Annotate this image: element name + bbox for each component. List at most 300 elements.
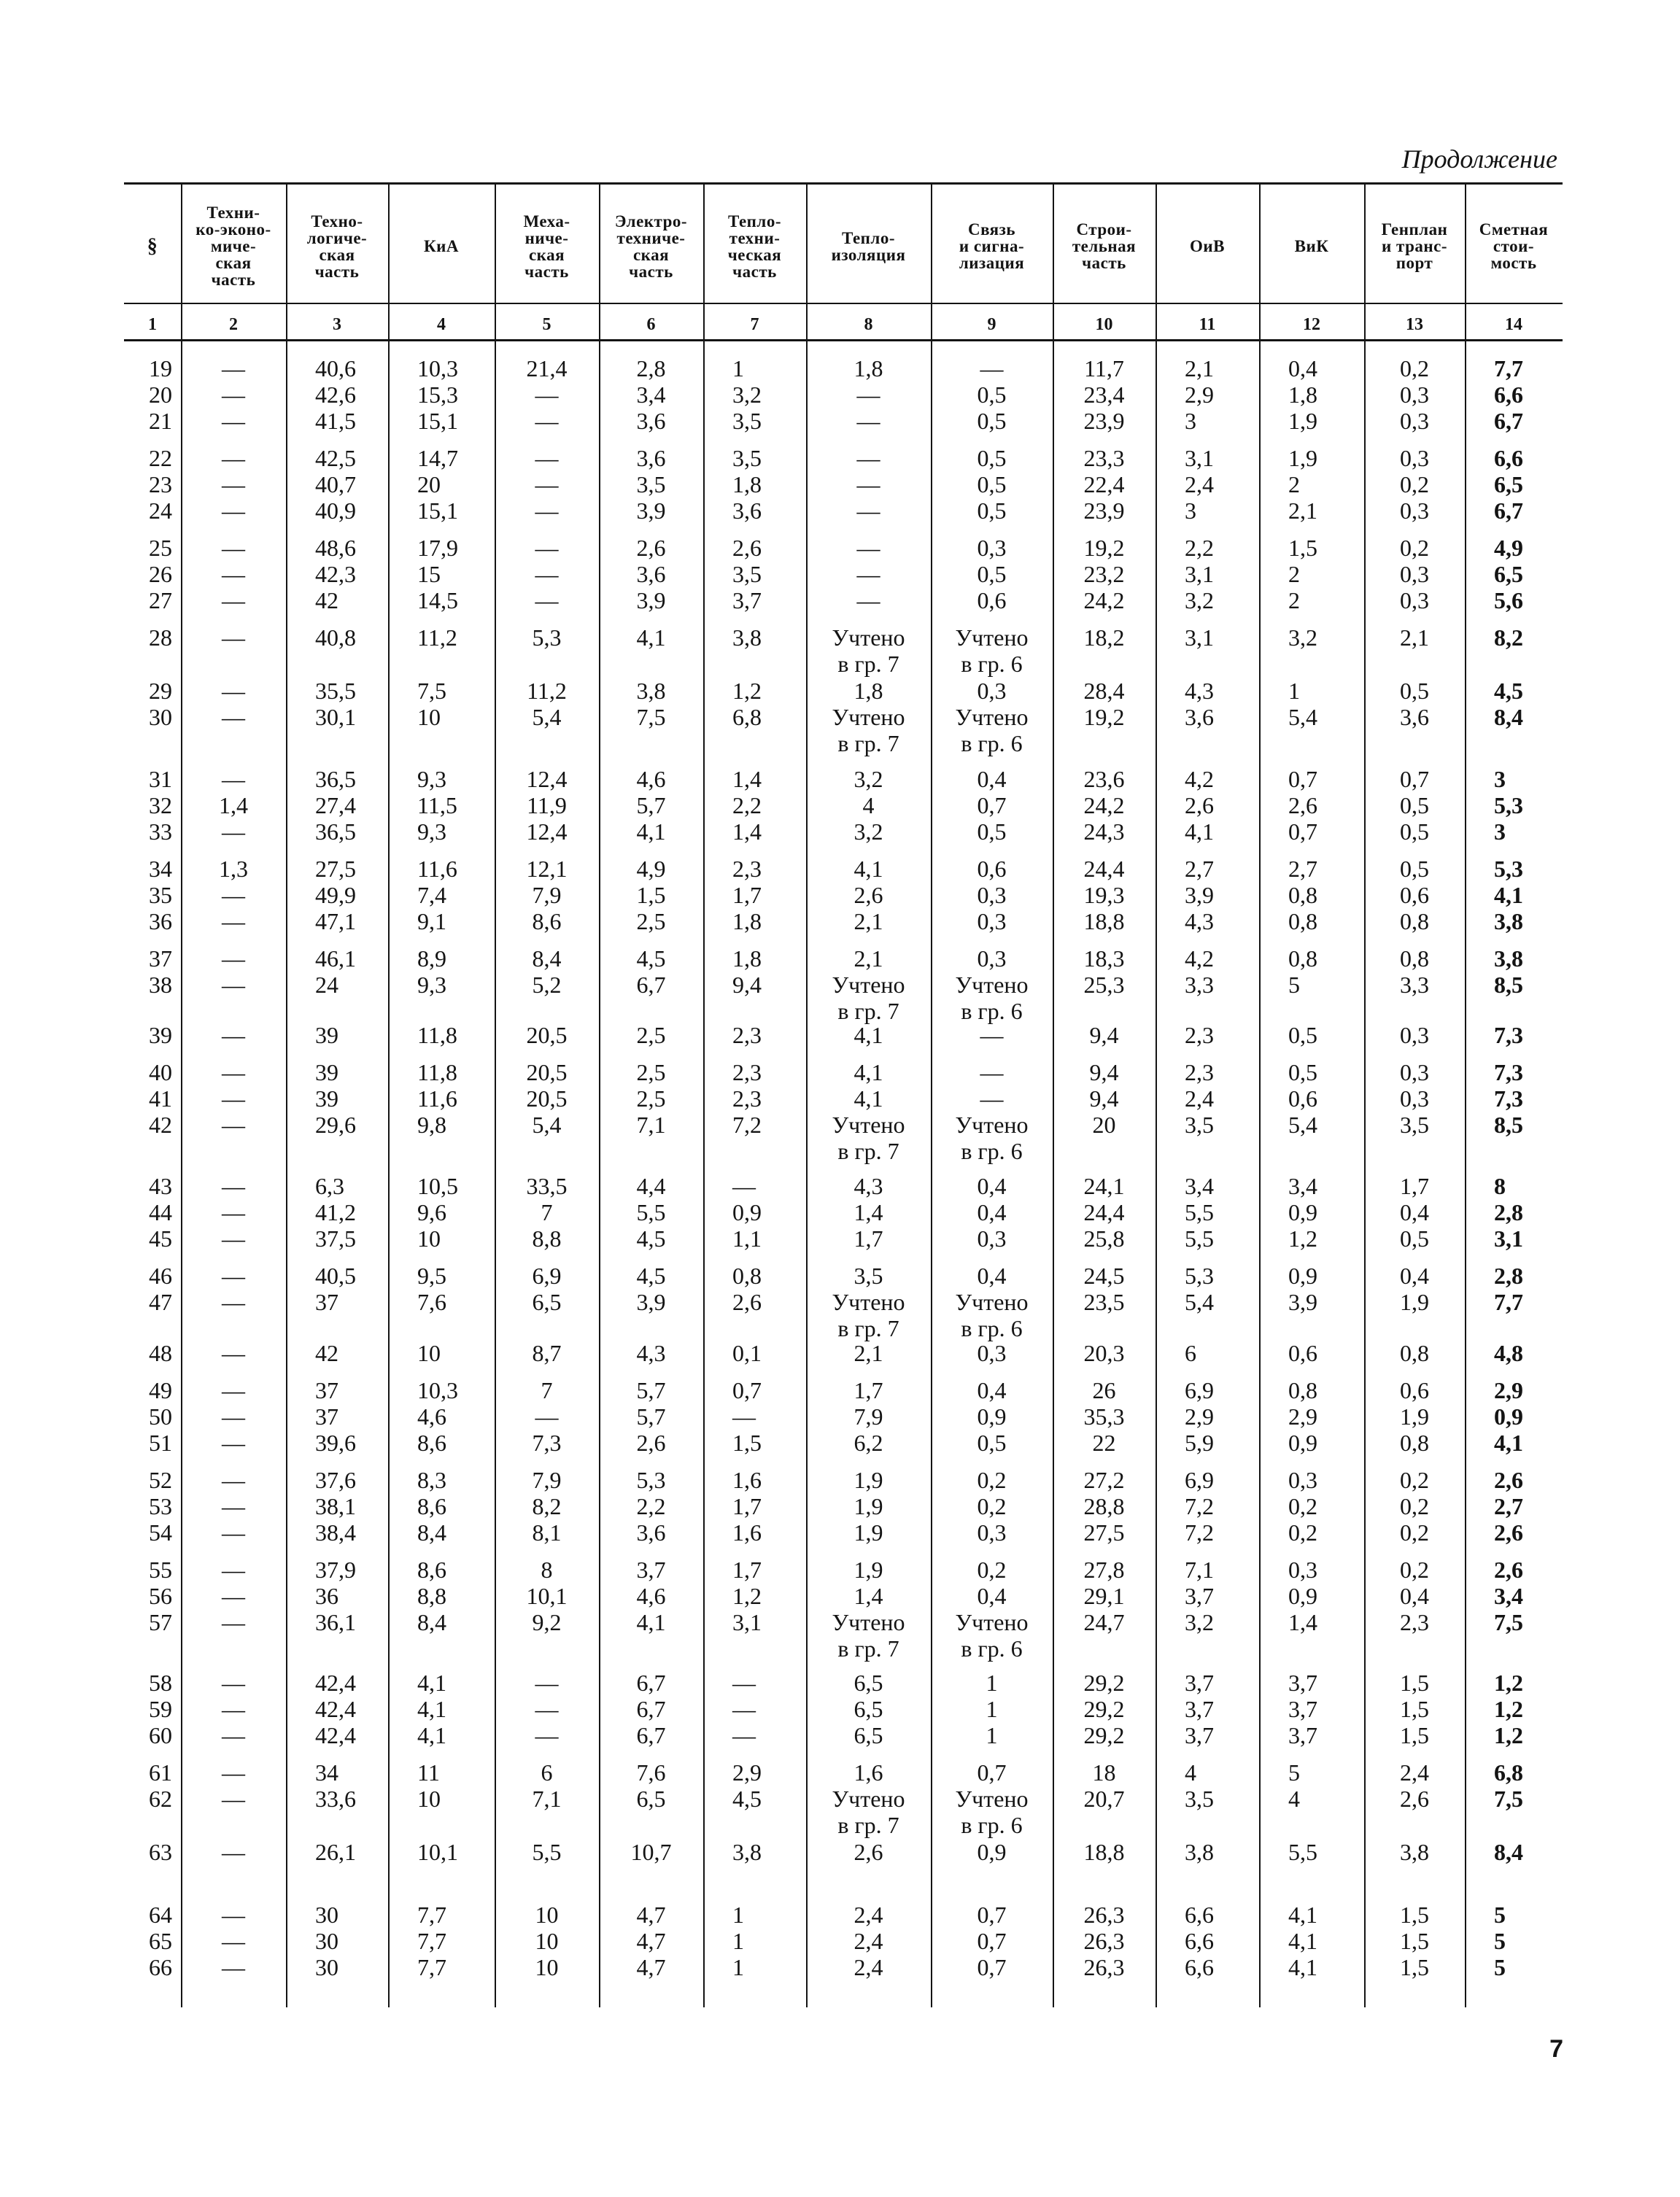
table-cell: 23,2: [1083, 561, 1125, 587]
table-cell: 46,1: [315, 945, 356, 972]
table-cell: 0,3: [977, 1340, 1007, 1366]
table-cell: 0,5: [1400, 1225, 1429, 1252]
table-cell: —: [732, 1722, 756, 1748]
table-cell: 40,9: [315, 497, 356, 524]
table-cell: 42,4: [315, 1696, 356, 1722]
table-cell: 3: [1494, 818, 1506, 845]
row-number: 65: [149, 1928, 172, 1954]
table-cell: 24: [315, 972, 338, 998]
table-cell: Учтено в гр. 7: [832, 1609, 905, 1662]
table-cell: 7,7: [1494, 1289, 1523, 1315]
table-cell: 6,7: [636, 1722, 666, 1748]
table-cell: 24,3: [1083, 818, 1125, 845]
table-cell: 6,6: [1185, 1928, 1214, 1954]
table-cell: 5,5: [1185, 1199, 1214, 1225]
table-cell: 0,2: [977, 1467, 1007, 1493]
table-cell: 7,1: [636, 1112, 666, 1138]
table-cell: —: [222, 1696, 245, 1722]
table-cell: 0,9: [977, 1403, 1007, 1430]
table-cell: 0,5: [977, 471, 1007, 497]
table-cell: 1,5: [1288, 535, 1317, 561]
table-cell: —: [222, 945, 245, 972]
table-cell: 11,9: [527, 792, 567, 818]
table-cell: 42: [315, 587, 338, 613]
table-cell: 33,5: [526, 1173, 568, 1199]
table-cell: 1,8: [732, 471, 762, 497]
table-cell: 3,7: [1288, 1696, 1317, 1722]
table-cell: 2,4: [1185, 1085, 1214, 1112]
table-cell: —: [856, 561, 880, 587]
table-cell: 3,7: [732, 587, 762, 613]
table-cell: 30: [315, 1928, 338, 1954]
table-cell: 37,6: [315, 1467, 356, 1493]
table-cell: 1,5: [1400, 1696, 1429, 1722]
column-header: Связь и сигна- лизация: [959, 220, 1025, 272]
table-cell: 1,4: [732, 766, 762, 792]
table-cell: 0,5: [1400, 792, 1429, 818]
table-cell: 1,2: [1494, 1722, 1523, 1748]
table-cell: 0,3: [977, 535, 1007, 561]
table-cell: 4,1: [1288, 1954, 1317, 1980]
column-number: 3: [333, 314, 341, 334]
table-cell: —: [222, 1199, 245, 1225]
table-cell: 29,6: [315, 1112, 356, 1138]
table-cell: 4,6: [636, 1583, 666, 1609]
table-cell: 0,2: [1400, 471, 1429, 497]
table-cell: 1,5: [732, 1430, 762, 1456]
table-cell: 0,9: [1288, 1263, 1317, 1289]
table-cell: 26: [1092, 1377, 1116, 1403]
table-cell: 1,8: [853, 355, 883, 381]
table-cell: 5: [1494, 1954, 1506, 1980]
table-cell: 3,2: [853, 766, 883, 792]
table-cell: 1,9: [853, 1519, 883, 1546]
table-cell: 20: [1092, 1112, 1116, 1138]
table-cell: 0,3: [1400, 1059, 1429, 1085]
table-cell: —: [222, 1928, 245, 1954]
table-cell: 20,3: [1083, 1340, 1125, 1366]
table-cell: 2,4: [1185, 471, 1214, 497]
table-cell: 34: [315, 1759, 338, 1786]
table-cell: 4,1: [1494, 1430, 1523, 1456]
table-cell: 35,3: [1083, 1403, 1125, 1430]
table-cell: 11,8: [417, 1059, 457, 1085]
table-cell: 4,1: [417, 1670, 446, 1696]
table-cell: 18,8: [1083, 1839, 1125, 1865]
column-header: Сметная стои- мость: [1479, 220, 1549, 272]
table-cell: —: [222, 766, 245, 792]
table-cell: —: [222, 1173, 245, 1199]
table-cell: 9,4: [1089, 1022, 1119, 1048]
table-cell: 37: [315, 1377, 338, 1403]
table-cell: 1,6: [732, 1467, 762, 1493]
column-divider: [1259, 182, 1261, 2007]
table-cell: 0,9: [977, 1839, 1007, 1865]
table-cell: 3,5: [732, 445, 762, 471]
table-cell: 2,4: [853, 1954, 883, 1980]
row-number: 64: [149, 1902, 172, 1928]
table-cell: Учтено в гр. 7: [832, 972, 905, 1024]
table-cell: —: [535, 1722, 559, 1748]
table-cell: 7,3: [1494, 1059, 1523, 1085]
table-cell: 2,7: [1288, 856, 1317, 882]
table-cell: 9,2: [532, 1609, 562, 1635]
table-cell: 4,3: [1185, 678, 1214, 704]
table-cell: 7,7: [1494, 355, 1523, 381]
table-cell: 2,1: [853, 945, 883, 972]
table-cell: 23,6: [1083, 766, 1125, 792]
table-cell: 0,5: [977, 1430, 1007, 1456]
table-cell: 1: [732, 355, 744, 381]
table-cell: 3,1: [1494, 1225, 1523, 1252]
row-number: 58: [149, 1670, 172, 1696]
table-cell: 38,4: [315, 1519, 356, 1546]
table-cell: 3,1: [1185, 624, 1214, 651]
table-cell: 1,7: [732, 1557, 762, 1583]
table-cell: 1,3: [219, 856, 248, 882]
table-cell: —: [222, 1954, 245, 1980]
table-cell: 26,3: [1083, 1928, 1125, 1954]
table-cell: 2,2: [636, 1493, 666, 1519]
table-cell: 0,5: [977, 381, 1007, 408]
table-cell: —: [535, 535, 559, 561]
table-cell: 2,1: [853, 1340, 883, 1366]
table-cell: 0,5: [977, 408, 1007, 434]
table-cell: 5,4: [1185, 1289, 1214, 1315]
table-cell: —: [856, 408, 880, 434]
table-cell: 0,3: [1400, 1022, 1429, 1048]
table-cell: 2,3: [1400, 1609, 1429, 1635]
table-cell: 10,1: [526, 1583, 568, 1609]
table-cell: 0,2: [1400, 1519, 1429, 1546]
row-number: 45: [149, 1225, 172, 1252]
table-cell: 27,5: [315, 856, 356, 882]
table-cell: 1,8: [732, 908, 762, 934]
table-cell: 4,5: [636, 1225, 666, 1252]
column-header: Тепло- техни- ческая часть: [727, 212, 782, 281]
table-cell: 1,8: [853, 678, 883, 704]
table-cell: 19,2: [1083, 535, 1125, 561]
table-cell: 7,4: [417, 882, 446, 908]
table-cell: 39: [315, 1022, 338, 1048]
table-cell: 1,2: [732, 1583, 762, 1609]
table-cell: 3,8: [1494, 945, 1523, 972]
table-cell: 1: [732, 1902, 744, 1928]
table-cell: 8,7: [532, 1340, 562, 1366]
column-header: ВиК: [1294, 237, 1329, 255]
row-number: 56: [149, 1583, 172, 1609]
table-cell: 2,3: [732, 1085, 762, 1112]
table-cell: 1,2: [1494, 1670, 1523, 1696]
table-cell: 3,8: [732, 1839, 762, 1865]
table-cell: —: [222, 704, 245, 730]
row-number: 31: [149, 766, 172, 792]
table-cell: 4,2: [1185, 945, 1214, 972]
table-cell: 2,8: [1494, 1263, 1523, 1289]
row-number: 47: [149, 1289, 172, 1315]
table-cell: 37,5: [315, 1225, 356, 1252]
row-number: 30: [149, 704, 172, 730]
column-number: 14: [1505, 314, 1522, 334]
table-cell: 29,2: [1083, 1670, 1125, 1696]
table-cell: 2,8: [1494, 1199, 1523, 1225]
table-cell: 0,7: [977, 1759, 1007, 1786]
table-cell: 10: [535, 1954, 559, 1980]
table-cell: 6,5: [853, 1722, 883, 1748]
table-cell: 6,6: [1185, 1902, 1214, 1928]
column-number: 2: [229, 314, 238, 334]
table-cell: 2,5: [636, 1085, 666, 1112]
table-cell: 3,7: [1185, 1696, 1214, 1722]
table-cell: 1,9: [853, 1557, 883, 1583]
table-cell: 1,8: [732, 945, 762, 972]
table-cell: 2,3: [1185, 1022, 1214, 1048]
row-number: 38: [149, 972, 172, 998]
table-cell: 0,9: [1288, 1583, 1317, 1609]
table-cell: 2,8: [636, 355, 666, 381]
table-cell: 9,3: [417, 766, 446, 792]
table-cell: —: [222, 471, 245, 497]
table-cell: 3,7: [1185, 1722, 1214, 1748]
table-cell: 2,6: [853, 1839, 883, 1865]
table-cell: 1,9: [853, 1467, 883, 1493]
table-cell: 29,2: [1083, 1696, 1125, 1722]
table-cell: 9,8: [417, 1112, 446, 1138]
table-cell: 7,2: [1185, 1519, 1214, 1546]
table-cell: 9,5: [417, 1263, 446, 1289]
table-cell: 1,4: [219, 792, 248, 818]
table-cell: 42: [315, 1340, 338, 1366]
table-cell: 8: [541, 1557, 553, 1583]
column-divider: [806, 182, 808, 2007]
table-cell: 1,7: [732, 882, 762, 908]
table-cell: 11,7: [1084, 355, 1124, 381]
row-number: 55: [149, 1557, 172, 1583]
table-cell: 5,4: [1288, 704, 1317, 730]
table-cell: Учтено в гр. 7: [832, 1786, 905, 1838]
table-cell: 3: [1185, 408, 1196, 434]
table-cell: Учтено в гр. 6: [955, 1289, 1029, 1341]
table-cell: 1,5: [636, 882, 666, 908]
table-cell: —: [222, 535, 245, 561]
table-cell: 3,6: [1185, 704, 1214, 730]
table-cell: —: [222, 1377, 245, 1403]
table-cell: 29,1: [1083, 1583, 1125, 1609]
table-cell: 25,3: [1083, 972, 1125, 998]
table-cell: 10: [417, 1225, 441, 1252]
table-cell: 0,3: [977, 945, 1007, 972]
row-number: 25: [149, 535, 172, 561]
table-cell: 0,4: [1400, 1583, 1429, 1609]
table-cell: 24,2: [1083, 587, 1125, 613]
table-cell: 7,1: [532, 1786, 562, 1812]
table-cell: 15,1: [417, 497, 458, 524]
table-cell: 2,5: [636, 1022, 666, 1048]
table-cell: 4: [862, 792, 875, 818]
column-divider: [495, 182, 496, 2007]
table-cell: 0,1: [732, 1340, 762, 1366]
row-number: 44: [149, 1199, 172, 1225]
column-number: 6: [646, 314, 656, 334]
table-cell: —: [732, 1696, 756, 1722]
table-cell: 6,9: [1185, 1377, 1214, 1403]
table-cell: 0,9: [1288, 1199, 1317, 1225]
table-cell: 5,4: [1288, 1112, 1317, 1138]
row-number: 23: [149, 471, 172, 497]
table-cell: 0,3: [977, 908, 1007, 934]
table-cell: 6,6: [1494, 445, 1523, 471]
table-cell: 0,9: [1288, 1430, 1317, 1456]
table-rule: [124, 182, 1563, 185]
table-cell: 22: [1092, 1430, 1116, 1456]
table-cell: 6,5: [853, 1670, 883, 1696]
table-cell: 1: [732, 1928, 744, 1954]
table-cell: 0,2: [1288, 1493, 1317, 1519]
table-cell: 0,5: [1400, 856, 1429, 882]
table-cell: 5: [1494, 1928, 1506, 1954]
table-cell: —: [535, 1670, 559, 1696]
table-cell: 4,1: [853, 1085, 883, 1112]
table-cell: 6,8: [732, 704, 762, 730]
table-cell: 7,5: [1494, 1786, 1523, 1812]
table-cell: 0,4: [977, 1377, 1007, 1403]
table-cell: —: [856, 381, 880, 408]
row-number: 29: [149, 678, 172, 704]
table-cell: 24,7: [1083, 1609, 1125, 1635]
row-number: 46: [149, 1263, 172, 1289]
table-cell: 5,5: [636, 1199, 666, 1225]
table-cell: 35,5: [315, 678, 356, 704]
table-cell: 37: [315, 1403, 338, 1430]
table-cell: 2,6: [1494, 1557, 1523, 1583]
table-cell: 2,1: [853, 908, 883, 934]
table-cell: 11,6: [417, 856, 457, 882]
table-cell: 20,5: [526, 1059, 568, 1085]
table-cell: 4,5: [1494, 678, 1523, 704]
table-cell: 23,4: [1083, 381, 1125, 408]
table-cell: 15,1: [417, 408, 458, 434]
table-cell: 17,9: [417, 535, 458, 561]
table-cell: 0,3: [977, 1225, 1007, 1252]
table-cell: 15: [417, 561, 441, 587]
table-cell: 21,4: [526, 355, 568, 381]
table-cell: 3,6: [732, 497, 762, 524]
table-cell: 3,6: [636, 561, 666, 587]
table-cell: 4,7: [636, 1902, 666, 1928]
table-cell: 2,6: [636, 1430, 666, 1456]
data-table: [124, 182, 1563, 2007]
table-cell: 11,2: [527, 678, 567, 704]
table-cell: 7,3: [1494, 1022, 1523, 1048]
table-cell: 10,5: [417, 1173, 458, 1199]
table-cell: —: [222, 908, 245, 934]
row-number: 19: [149, 355, 172, 381]
column-number: 4: [437, 314, 446, 334]
table-cell: 1,9: [1400, 1289, 1429, 1315]
table-cell: Учтено в гр. 7: [832, 704, 905, 756]
table-cell: 4,6: [417, 1403, 446, 1430]
table-cell: 3,8: [1185, 1839, 1214, 1865]
table-cell: —: [222, 1263, 245, 1289]
table-cell: 2: [1288, 471, 1300, 497]
table-cell: 4,1: [853, 1059, 883, 1085]
row-number: 42: [149, 1112, 172, 1138]
table-cell: 3,5: [1185, 1112, 1214, 1138]
table-cell: 5,4: [532, 704, 562, 730]
table-cell: 7,9: [532, 882, 562, 908]
table-cell: 10: [535, 1902, 559, 1928]
row-number: 21: [149, 408, 172, 434]
table-cell: 1,5: [1400, 1928, 1429, 1954]
table-cell: 3,4: [1494, 1583, 1523, 1609]
row-number: 57: [149, 1609, 172, 1635]
table-cell: 40,5: [315, 1263, 356, 1289]
table-cell: Учтено в гр. 7: [832, 1112, 905, 1164]
table-cell: 12,4: [526, 818, 568, 845]
table-cell: 7,5: [636, 704, 666, 730]
table-cell: 1,4: [853, 1583, 883, 1609]
table-cell: 6,7: [636, 972, 666, 998]
table-cell: 3,7: [1185, 1670, 1214, 1696]
table-cell: 1,1: [732, 1225, 762, 1252]
table-cell: 3,5: [732, 408, 762, 434]
table-cell: 5: [1288, 972, 1300, 998]
row-number: 24: [149, 497, 172, 524]
table-cell: 2,1: [1288, 497, 1317, 524]
table-cell: 12,4: [526, 766, 568, 792]
row-number: 22: [149, 445, 172, 471]
column-number: 8: [864, 314, 873, 334]
table-cell: —: [222, 1340, 245, 1366]
row-number: 27: [149, 587, 172, 613]
table-cell: 1,9: [1400, 1403, 1429, 1430]
table-cell: 8,6: [417, 1430, 446, 1456]
table-cell: 6,6: [1494, 381, 1523, 408]
table-cell: 2,6: [1494, 1467, 1523, 1493]
column-header: Строи- тельная часть: [1072, 220, 1137, 272]
column-divider: [1053, 182, 1054, 2007]
table-cell: 30: [315, 1902, 338, 1928]
table-cell: 18,2: [1083, 624, 1125, 651]
table-cell: 2,3: [1185, 1059, 1214, 1085]
table-cell: 8,5: [1494, 972, 1523, 998]
column-number: 12: [1303, 314, 1320, 334]
table-cell: 0,7: [732, 1377, 762, 1403]
table-cell: 10,7: [630, 1839, 672, 1865]
table-cell: 2,3: [732, 1059, 762, 1085]
column-header: Генплан и транс- порт: [1381, 220, 1448, 272]
table-cell: 0,5: [1288, 1059, 1317, 1085]
table-cell: 0,4: [1400, 1263, 1429, 1289]
row-number: 59: [149, 1696, 172, 1722]
table-cell: —: [222, 1786, 245, 1812]
table-cell: 0,2: [1400, 1467, 1429, 1493]
row-number: 35: [149, 882, 172, 908]
row-number: 63: [149, 1839, 172, 1865]
table-cell: 7,3: [532, 1430, 562, 1456]
table-cell: 26,1: [315, 1839, 356, 1865]
table-cell: —: [222, 1022, 245, 1048]
table-cell: 19,3: [1083, 882, 1125, 908]
table-cell: 2,3: [732, 1022, 762, 1048]
table-cell: 7,7: [417, 1954, 446, 1980]
table-cell: 0,4: [977, 1263, 1007, 1289]
table-cell: 18,3: [1083, 945, 1125, 972]
table-cell: 1: [986, 1670, 998, 1696]
table-cell: 7: [541, 1199, 553, 1225]
table-cell: 4,1: [1288, 1928, 1317, 1954]
table-cell: Учтено в гр. 6: [955, 1609, 1029, 1662]
